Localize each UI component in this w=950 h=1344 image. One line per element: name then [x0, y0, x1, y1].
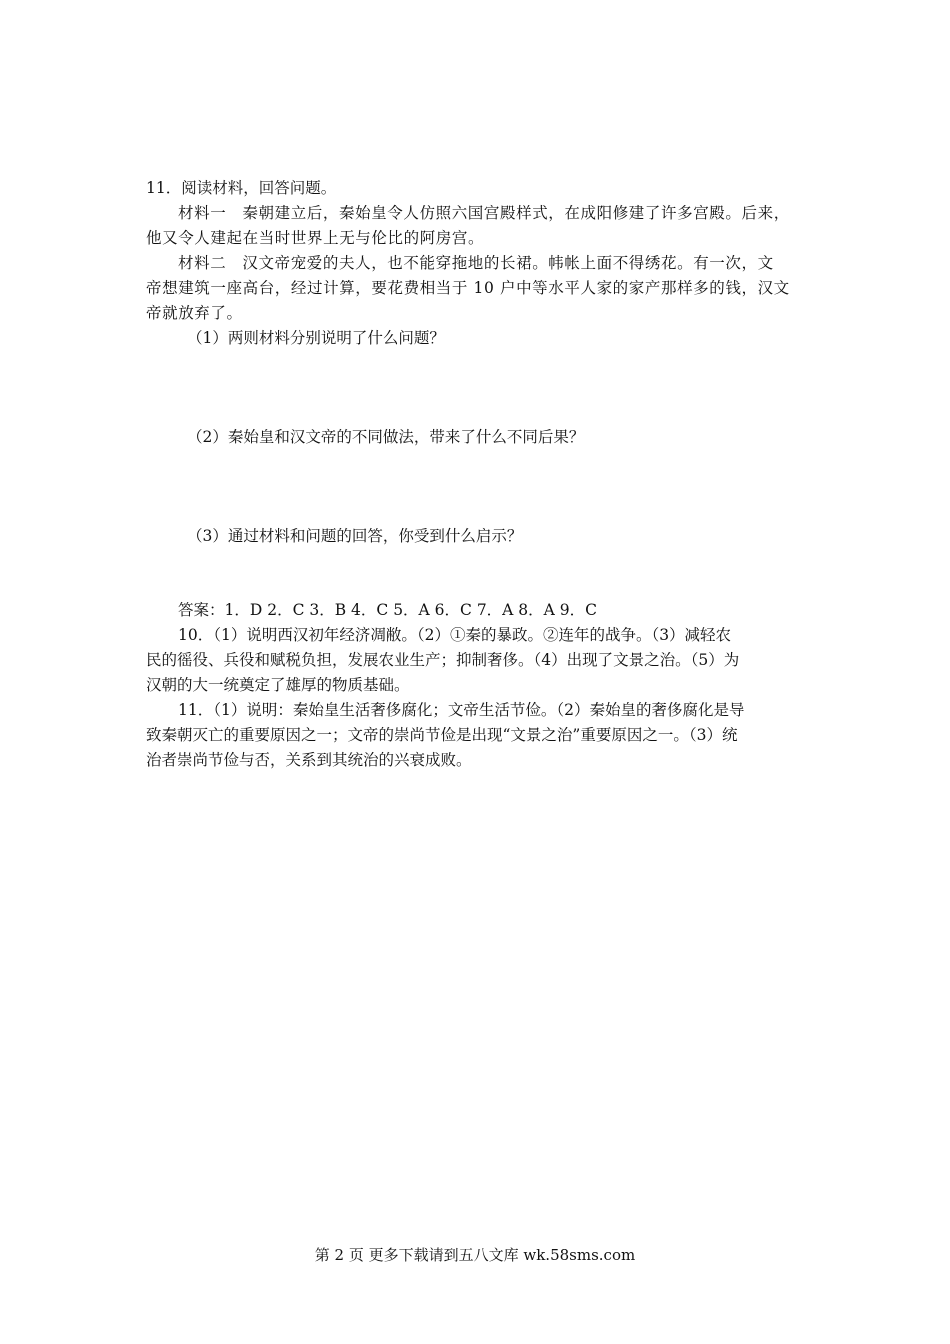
- sub-question-2: （2）秦始皇和汉文帝的不同做法，带来了什么不同后果？: [187, 428, 585, 446]
- answer-10-line-1: 10．（1）说明西汉初年经济凋敝。（2）①秦的暴政。②连年的战争。（3）减轻农: [178, 626, 732, 644]
- answer-11-line-1: 11．（1）说明：秦始皇生活奢侈腐化；文帝生活节俭。（2）秦始皇的奢侈腐化是导: [178, 701, 745, 719]
- sub-question-3: （3）通过材料和问题的回答，你受到什么启示？: [187, 527, 523, 545]
- answer-11-line-3: 治者崇尚节俭与否，关系到其统治的兴衰成败。: [146, 751, 472, 769]
- material-1-line-2: 他又令人建起在当时世界上无与伦比的阿房宫。: [146, 229, 485, 247]
- page-footer: 第 2 页 更多下载请到五八文库 wk.58sms.com: [314, 1246, 636, 1264]
- sub-question-1: （1）两则材料分别说明了什么问题？: [187, 329, 445, 347]
- material-2-line-3: 帝就放弃了。: [146, 304, 243, 322]
- question-11-title: 11．阅读材料，回答问题。: [146, 179, 337, 197]
- material-2-line-2: 帝想建筑一座高台，经过计算，要花费相当于 10 户中等水平人家的家产那样多的钱，汉文: [146, 279, 790, 297]
- material-2-line-1: 材料二 汉文帝宠爱的夫人，也不能穿拖地的长裙。帏帐上面不得绣花。有一次，文: [178, 254, 774, 272]
- answer-10-line-3: 汉朝的大一统奠定了雄厚的物质基础。: [146, 676, 410, 694]
- answer-key-mc: 答案：1．D 2．C 3．B 4．C 5．A 6．C 7．A 8．A 9．C: [178, 601, 598, 619]
- answer-10-line-2: 民的徭役、兵役和赋税负担，发展农业生产；抑制奢侈。（4）出现了文景之治。（5）为: [146, 651, 740, 669]
- material-1-line-1: 材料一 秦朝建立后，秦始皇令人仿照六国宫殿样式，在成阳修建了许多宫殿。后来，: [178, 204, 790, 222]
- answer-11-line-2: 致秦朝灭亡的重要原因之一；文帝的崇尚节俭是出现“文景之治”重要原因之一。（3）统: [146, 726, 738, 744]
